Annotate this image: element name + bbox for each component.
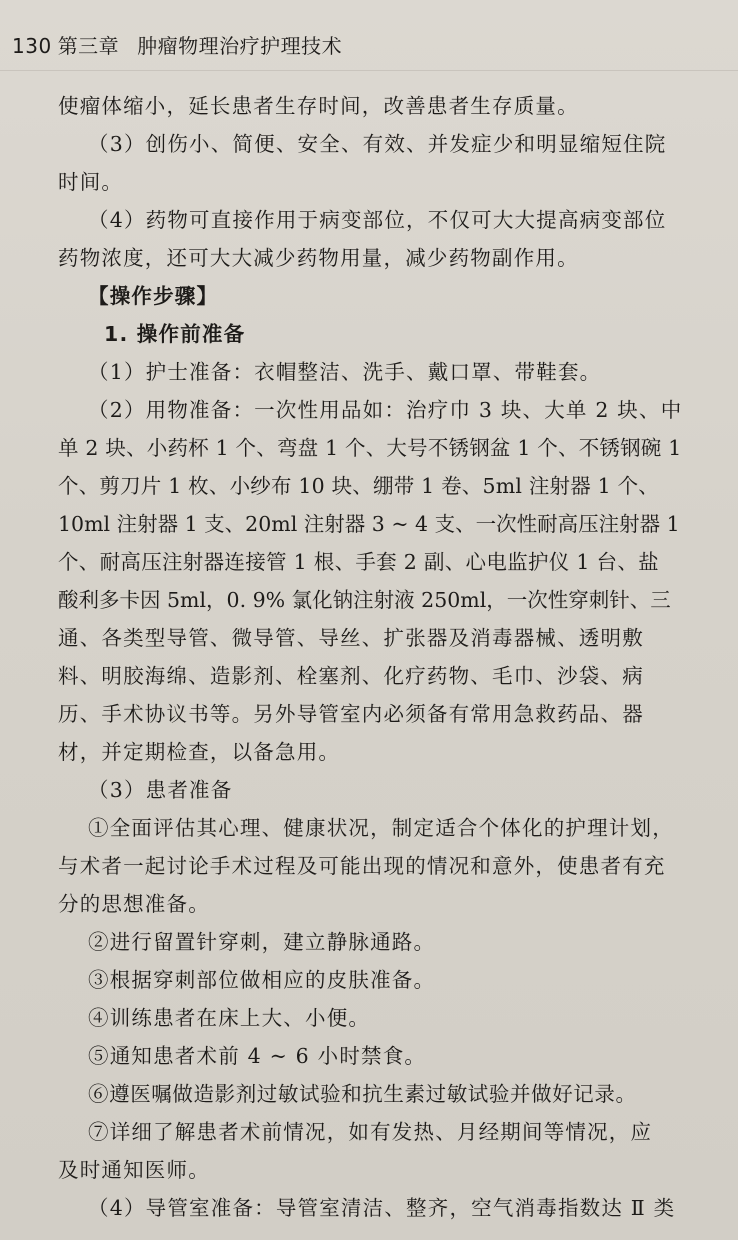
- text-line: 个、剪刀片 1 枚、小纱布 10 块、绷带 1 卷、5ml 注射器 1 个、: [58, 474, 659, 498]
- section-heading: 【操作步骤】: [88, 284, 219, 308]
- running-header: [12, 30, 342, 59]
- page-number: 130: [12, 34, 52, 58]
- text-line: 分的思想准备。: [58, 892, 210, 916]
- text-line: 通、各类型导管、微导管、导丝、扩张器及消毒器械、透明敷: [58, 626, 644, 650]
- text-line: （2）用物准备：一次性用品如：治疗巾 3 块、大单 2 块、中: [88, 398, 683, 422]
- text-line: 时间。: [58, 170, 124, 194]
- text-line: ①全面评估其心理、健康状况，制定适合个体化的护理计划，: [88, 816, 674, 840]
- text-line: 10ml 注射器 1 支、20ml 注射器 3 ~ 4 支、一次性耐高压注射器 1: [58, 512, 680, 536]
- text-line: （3）创伤小、简便、安全、有效、并发症少和明显缩短住院: [88, 132, 667, 156]
- text-line: 材，并定期检查，以备急用。: [58, 740, 341, 764]
- text-line: （1）护士准备：衣帽整洁、洗手、戴口罩、带鞋套。: [88, 360, 602, 384]
- text-line: ⑤通知患者术前 4 ~ 6 小时禁食。: [88, 1044, 427, 1068]
- text-line: ⑦详细了解患者术前情况，如有发热、月经期间等情况，应: [88, 1120, 653, 1144]
- text-line: ③根据穿刺部位做相应的皮肤准备。: [88, 968, 436, 992]
- text-line: 及时通知医师。: [58, 1158, 210, 1182]
- chapter-title: 肿瘤物理治疗护理技术: [137, 34, 343, 58]
- text-line: ⑥遵医嘱做造影剂过敏试验和抗生素过敏试验并做好记录。: [88, 1082, 637, 1106]
- text-line: 酸利多卡因 5ml，0. 9% 氯化钠注射液 250ml，一次性穿刺针、三: [58, 588, 671, 612]
- text-line: 药物浓度，还可大大减少药物用量，减少药物副作用。: [58, 246, 579, 270]
- text-line: （4）导管室准备：导管室清洁、整齐，空气消毒指数达 Ⅱ 类: [88, 1196, 676, 1220]
- text-line: 料、明胶海绵、造影剂、栓塞剂、化疗药物、毛巾、沙袋、病: [58, 664, 644, 688]
- text-line: （4）药物可直接作用于病变部位，不仅可大大提高病变部位: [88, 208, 667, 232]
- text-line: ②进行留置针穿刺，建立静脉通路。: [88, 930, 436, 954]
- text-line: 单 2 块、小药杯 1 个、弯盘 1 个、大号不锈钢盆 1 个、不锈钢碗 1: [58, 436, 682, 460]
- subsection-heading: 1. 操作前准备: [104, 322, 246, 346]
- text-line: ④训练患者在床上大、小便。: [88, 1006, 371, 1030]
- text-line: 与术者一起讨论手术过程及可能出现的情况和意外，使患者有充: [58, 854, 666, 878]
- text-line: 个、耐高压注射器连接管 1 根、手套 2 副、心电监护仪 1 台、盐: [58, 550, 659, 574]
- chapter-label: 第三章: [57, 34, 120, 58]
- header-divider: [0, 70, 738, 71]
- text-line: 历、手术协议书等。另外导管室内必须备有常用急救药品、器: [58, 702, 644, 726]
- text-line: （3）患者准备: [88, 778, 233, 802]
- text-line: 使瘤体缩小，延长患者生存时间，改善患者生存质量。: [58, 94, 579, 118]
